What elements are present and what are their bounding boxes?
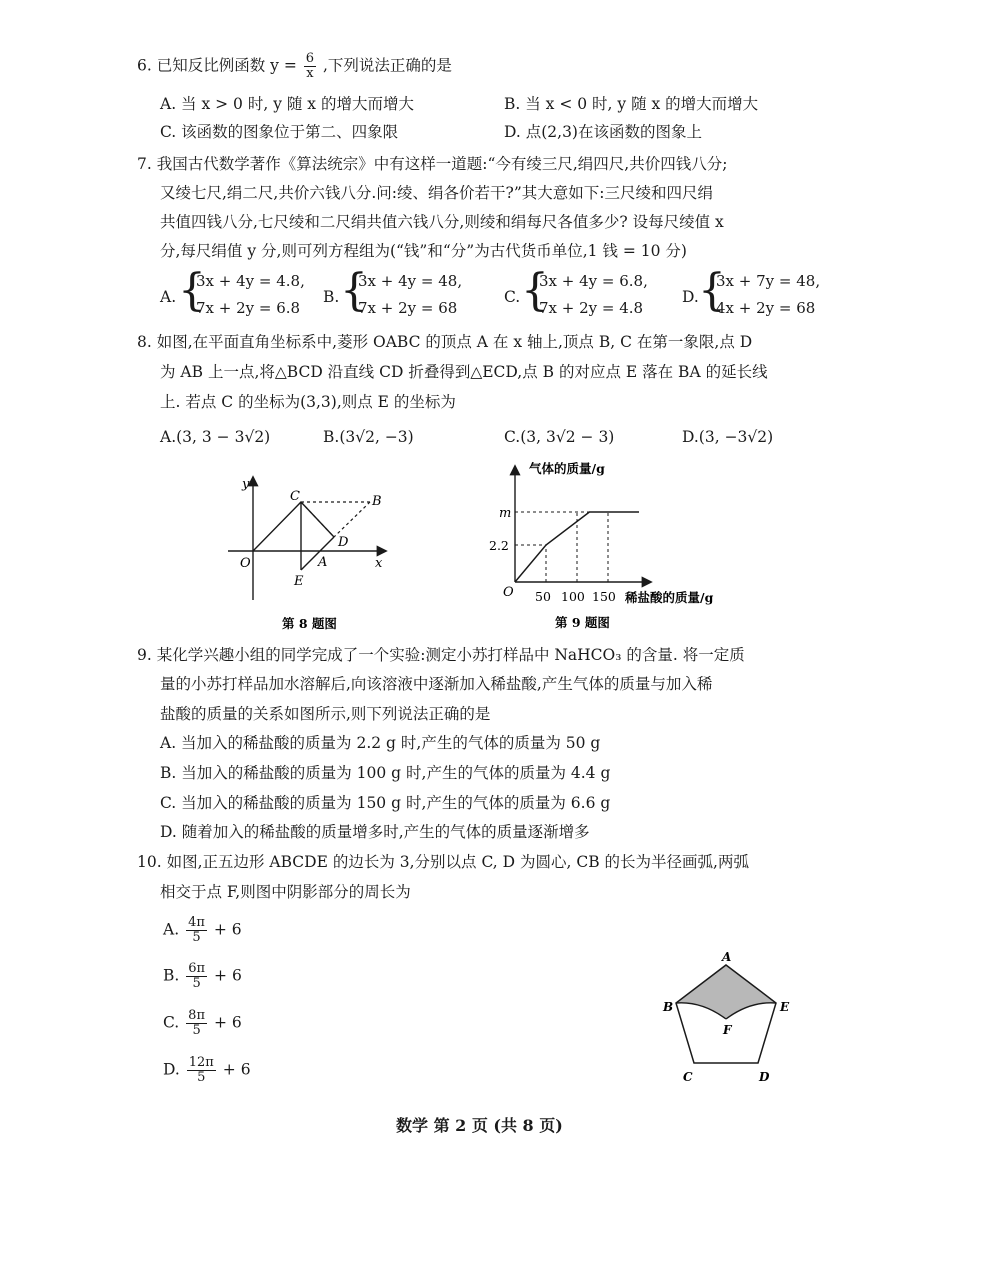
fig8-side-bd bbox=[334, 502, 370, 537]
q9-option-d: D. 随着加入的稀盐酸的质量增多时,产生的气体的质量逐渐增多 bbox=[160, 823, 590, 841]
q7-option-b-brace: { bbox=[340, 265, 368, 316]
figure-8 bbox=[220, 470, 400, 635]
q10-option-d-den: 5 bbox=[197, 1070, 206, 1085]
q10-option-b-label: B. bbox=[163, 966, 180, 985]
q7-option-d-brace: { bbox=[698, 265, 726, 316]
q8-option-c: C.(3, 3√2 − 3) bbox=[504, 428, 615, 446]
q8-option-d: D.(3, −3√2) bbox=[682, 428, 774, 446]
q9-line1: 9. 某化学兴趣小组的同学完成了一个实验:测定小苏打样品中 NaHCO₃ 的含量. 将一定质 bbox=[137, 646, 745, 664]
fig8-label-c: C bbox=[290, 489, 300, 504]
q6-frac-num: 6 bbox=[305, 51, 315, 66]
fig9-ylabel: 气体的质量/g bbox=[529, 461, 605, 476]
q6-option-a: A. 当 x > 0 时, y 随 x 的增大而增大 bbox=[160, 95, 414, 113]
fig8-label-o: O bbox=[240, 556, 251, 571]
q9-option-a: A. 当加入的稀盐酸的质量为 2.2 g 时,产生的气体的质量为 50 g bbox=[160, 734, 601, 752]
fig9-series-line bbox=[515, 512, 639, 582]
q8-line3: 上. 若点 C 的坐标为(3,3),则点 E 的坐标为 bbox=[160, 393, 456, 411]
page-footer: 数学 第 2 页 (共 8 页) bbox=[396, 1116, 563, 1135]
fig9-xtick-50: 50 bbox=[535, 589, 551, 604]
q6-frac-den: x bbox=[306, 66, 314, 81]
figure-10 bbox=[655, 945, 805, 1090]
fig8-label-x: x bbox=[375, 556, 383, 571]
q8-option-a: A.(3, 3 − 3√2) bbox=[160, 428, 271, 446]
q6-stem-b: ,下列说法正确的是 bbox=[322, 56, 452, 75]
q10-option-c-num: 8π bbox=[188, 1008, 205, 1023]
q7-line1: 7. 我国古代数学著作《算法统宗》中有这样一道题:“今有绫三尺,绢四尺,共价四钱八分; bbox=[137, 155, 728, 173]
q10-option-d-tail: + 6 bbox=[222, 1060, 251, 1079]
fig9-xlabel: 稀盐酸的质量/g bbox=[625, 590, 714, 605]
fig8-side-cd bbox=[301, 502, 334, 537]
fig8-label-a: A bbox=[318, 555, 328, 570]
q10-option-d bbox=[163, 1056, 251, 1085]
q10-line2: 相交于点 F,则图中阴影部分的周长为 bbox=[160, 883, 411, 901]
fig9-caption: 第 9 题图 bbox=[555, 615, 610, 630]
q10-option-a bbox=[163, 916, 242, 945]
q7-option-a-label: A. bbox=[160, 288, 177, 306]
q9-option-c: C. 当加入的稀盐酸的质量为 150 g 时,产生的气体的质量为 6.6 g bbox=[160, 794, 611, 812]
q10-option-c-den: 5 bbox=[192, 1023, 201, 1038]
fig8-label-y: y bbox=[242, 477, 250, 492]
q7-line2: 又绫七尺,绢二尺,共价六钱八分.问:绫、绢各价若干?”其大意如下:三尺绫和四尺绢 bbox=[160, 184, 713, 202]
q10-option-b-num: 6π bbox=[188, 961, 206, 976]
q9-line2: 量的小苏打样品加水溶解后,向该溶液中逐渐加入稀盐酸,产生气体的质量与加入稀 bbox=[160, 675, 713, 693]
q7-option-c-eq1: 3x + 4y = 6.8, bbox=[539, 272, 648, 290]
fig10-label-e: E bbox=[780, 1000, 790, 1014]
q8-line2: 为 AB 上一点,将△BCD 沿直线 CD 折叠得到△ECD,点 B 的对应点 E 落在 BA 的延长线 bbox=[160, 363, 768, 381]
q10-option-a-num: 4π bbox=[188, 915, 205, 930]
q7-option-b-eq1: 3x + 4y = 48, bbox=[358, 272, 463, 290]
q6-option-b: B. 当 x < 0 时, y 随 x 的增大而增大 bbox=[504, 95, 759, 113]
q10-option-a-tail: + 6 bbox=[213, 920, 242, 939]
fig8-caption: 第 8 题图 bbox=[282, 616, 337, 631]
q10-option-b-tail: + 6 bbox=[214, 966, 242, 985]
q7-option-c-label: C. bbox=[504, 288, 521, 306]
fig10-label-d: D bbox=[759, 1070, 770, 1084]
q10-option-c-label: C. bbox=[163, 1013, 180, 1032]
figure-9 bbox=[485, 455, 745, 635]
q6-stem bbox=[137, 52, 452, 81]
fig9-xtick-150: 150 bbox=[592, 589, 616, 604]
q9-line3: 盐酸的质量的关系如图所示,则下列说法正确的是 bbox=[160, 705, 491, 723]
q6-stem-a: 6. 已知反比例函数 y = bbox=[137, 56, 297, 75]
q7-line4: 分,每尺绢值 y 分,则可列方程组为(“钱”和“分”为古代货币单位,1 钱 = 10 分) bbox=[160, 242, 687, 260]
fig9-origin: O bbox=[503, 585, 514, 600]
fig9-ytick-m: m bbox=[499, 506, 512, 521]
fig8-label-e: E bbox=[294, 574, 304, 589]
q7-option-c-eq2: 7x + 2y = 4.8 bbox=[539, 299, 644, 317]
q7-option-c-brace: { bbox=[521, 265, 549, 316]
q10-option-b-den: 5 bbox=[192, 976, 201, 991]
q6-option-d: D. 点(2,3)在该函数的图象上 bbox=[504, 123, 702, 141]
fig10-label-c: C bbox=[683, 1070, 693, 1084]
q8-option-b: B.(3√2, −3) bbox=[323, 428, 414, 446]
q7-line3: 共值四钱八分,七尺绫和二尺绢共值六钱八分,则绫和绢每尺各值多少? 设每尺绫值 x bbox=[160, 213, 724, 231]
q10-option-d-label: D. bbox=[163, 1060, 180, 1079]
q10-option-a-label: A. bbox=[163, 920, 180, 939]
q10-option-c bbox=[163, 1009, 242, 1038]
q10-option-c-tail: + 6 bbox=[213, 1013, 242, 1032]
q7-option-a-eq1: 3x + 4y = 4.8, bbox=[196, 272, 305, 290]
fig8-side-oc bbox=[253, 502, 370, 551]
fig10-label-f: F bbox=[723, 1023, 732, 1037]
fig9-ytick-2-2: 2.2 bbox=[489, 538, 509, 553]
q7-option-d-eq2: 4x + 2y = 68 bbox=[716, 299, 816, 317]
fig10-label-b: B bbox=[663, 1000, 674, 1014]
q7-option-d-eq1: 3x + 7y = 48, bbox=[716, 272, 821, 290]
fig8-label-b: B bbox=[372, 494, 382, 509]
q10-line1: 10. 如图,正五边形 ABCDE 的边长为 3,分别以点 C, D 为圆心, CB 的长为半径画弧,两弧 bbox=[137, 853, 749, 871]
fig10-label-a: A bbox=[722, 950, 732, 964]
q7-option-b-eq2: 7x + 2y = 68 bbox=[358, 299, 458, 317]
q8-line1: 8. 如图,在平面直角坐标系中,菱形 OABC 的顶点 A 在 x 轴上,顶点 B, C 在第一象限,点 D bbox=[137, 333, 753, 351]
fig9-xtick-100: 100 bbox=[561, 589, 585, 604]
q7-option-b-label: B. bbox=[323, 288, 340, 306]
q10-option-a-den: 5 bbox=[192, 930, 201, 945]
fig9-guides bbox=[515, 512, 608, 582]
q6-option-c: C. 该函数的图象位于第二、四象限 bbox=[160, 123, 399, 141]
q7-option-a-brace: { bbox=[178, 265, 206, 316]
q6-fraction bbox=[304, 52, 316, 81]
q7-option-a-eq2: 7x + 2y = 6.8 bbox=[196, 299, 301, 317]
q7-option-d-label: D. bbox=[682, 288, 699, 306]
q9-option-b: B. 当加入的稀盐酸的质量为 100 g 时,产生的气体的质量为 4.4 g bbox=[160, 764, 611, 782]
fig8-label-d: D bbox=[338, 535, 349, 550]
q10-option-d-num: 12π bbox=[188, 1055, 214, 1070]
q10-option-b bbox=[163, 962, 242, 991]
